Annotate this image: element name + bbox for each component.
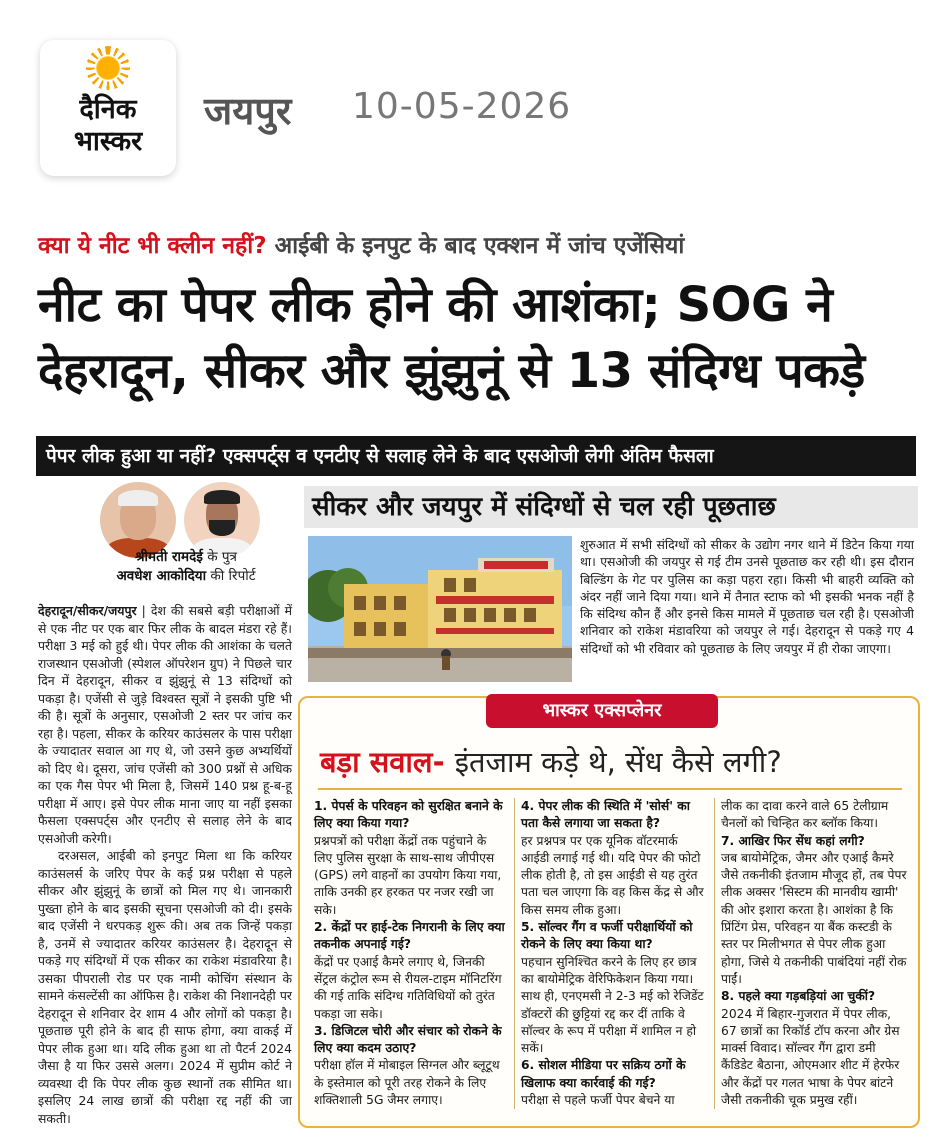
police-station-photo — [308, 536, 572, 682]
answer: लीक का दावा करने वाले 65 टेलीग्राम चैनलों को चिन्हित कर ब्लॉक किया। — [721, 799, 889, 831]
explainer-divider — [318, 788, 902, 790]
dainik-bhaskar-logo[interactable] — [40, 40, 176, 176]
explainer-column-2 — [514, 798, 708, 1109]
reporter-photo — [184, 482, 260, 558]
question: 1. पेपर्स के परिवहन को सुरक्षित बनाने के लिए क्या किया गया? — [314, 799, 503, 831]
mother-photo — [100, 482, 176, 558]
side-story-text: शुरुआत में सभी संदिग्धों को सीकर के उद्योग नगर थाने में डिटेन किया गया था। एसओजी की जयपुर से गई टीम उनसे पूछताछ कर रही थी। इस दौरान बिल्डिंग के गेट पर पुलिस का कड़ा पहरा रहा। किसी भी बाहरी व्यक्ति को अंदर नहीं जाने दिया गया। थाने में तैनात स्टाफ को भी इसकी भनक नहीं है कि संदिग्ध कौन हैं और इनसे किस मामले में पूछताछ चल रही है। एसओजी शनिवार को राकेश मंडावरिया को जयपुर ले गई। देहरादून से पकड़े गए 4 संदिग्धों को भी रविवार को पूछताछ के लिए जयपुर में ही रोका जाएगा। — [580, 537, 914, 656]
kicker-text: आईबी के इनपुट के बाद एक्शन में जांच एजेंसियां — [274, 233, 685, 259]
answer: केंद्रों पर एआई कैमरे लगाए थे, जिनकी सेंट्रल कंट्रोल रूम से रीयल-टाइम मॉनिटरिंग की गई ताकि संदिग्ध गतिविधियों को तुरंत पकड़ा जा सके। — [314, 954, 502, 1021]
sun-core-icon — [94, 54, 122, 82]
answer: हर प्रश्नपत्र पर एक यूनिक वॉटरमार्क आईडी लगाई गई थी। यदि पेपर की फोटो लीक होती है, तो इस आईडी से यह तुरंत पता चल जाएगा कि वह किस केंद्र से और किस समय लीक हुआ। — [521, 833, 704, 917]
explainer-title — [320, 742, 782, 781]
news-clipping — [32, 214, 918, 1132]
dateline: देहरादून/सीकर/जयपुर — [38, 603, 137, 618]
qa-item — [521, 798, 708, 919]
answer: प्रश्नपत्रों को परीक्षा केंद्रों तक पहुंचाने के लिए पुलिस सुरक्षा के साथ-साथ जीपीएस (GPS) लगे वाहनों का उपयोग किया गया, ताकि उनकी हर हरकत पर नजर रखी जा सके। — [314, 833, 502, 917]
qa-item — [521, 1057, 708, 1109]
side-story-heading: सीकर और जयपुर में संदिग्धों से चल रही पूछताछ — [304, 486, 918, 528]
question: 3. डिजिटल चोरी और संचार को रोकने के लिए क्या कदम उठाए? — [314, 1023, 502, 1056]
qa-item — [314, 1023, 508, 1109]
answer: पहचान सुनिश्चित करने के लिए हर छात्र का बायोमेट्रिक वेरिफिकेशन किया गया। साथ ही, एनएमसी ने 2-3 मई को रेजिडेंट डॉक्टरों की छुट्टियां रद्द कर दीं ताकि वे सॉल्वर के रूप में परीक्षा में शामिल न हो सकें। — [521, 954, 704, 1056]
qa-item — [721, 988, 908, 1109]
answer: जब बायोमेट्रिक, जैमर और एआई कैमरे जैसे तकनीकी इंतजाम मौजूद हों, तब पेपर लीक अक्सर 'सिस्टम की मानवीय खामी' की ओर इशारा करता है। आशंका है कि प्रिंटिंग प्रेस, परिवहन या बैंक कस्टडी के स्तर पर मिलीभगत से पेपर लीक हुआ होगा, जिसे ये तकनीकी पाबंदियां नहीं रोक पाईं। — [721, 850, 907, 986]
qa-item — [721, 833, 908, 989]
sub-headline-bar: पेपर लीक हुआ या नहीं? एक्सपर्ट्स व एनटीए से सलाह लेने के बाद एसओजी लेगी अंतिम फैसला — [36, 436, 916, 476]
kicker-line — [38, 228, 684, 260]
byline-author: अवधेश आकोदिया — [116, 568, 207, 584]
question: 2. केंद्रों पर हाई-टेक निगरानी के लिए क्या तकनीक अपनाई गई? — [314, 920, 505, 952]
explainer-column-3 — [714, 798, 908, 1109]
explainer-column-1 — [314, 798, 508, 1109]
main-headline — [38, 272, 918, 404]
byline-suffix: के पुत्र — [207, 549, 237, 565]
article-paragraph-2: दरअसल, आईबी को इनपुट मिला था कि करियर काउंसलर्स के जरिए पेपर के कई प्रश्न परीक्षा से पहले सीकर और झुंझुनूं के छात्रों को मिल गए थे। जानकारी पुख्ता होने के बाद इसकी सूचना एसओजी को दी। इसके बाद एजेंसी ने धरपकड़ शुरू की। अब तक जिन्हें पकड़ा है, उनमें से ज्यादातर करियर काउंसलर है। देहरादून से पकड़े गए संदिग्धों में एक सीकर का राकेश मंडावरिया है। उसका पीपराली रोड पर एक नामी कोचिंग संस्थान के सामने कंसल्टेंसी का ऑफिस है। राकेश की निशानदेही पर देहरादून से शनिवार देर शाम 4 और लोगों को पकड़ा है। पूछताछ पूरी होने के बाद ही साफ होगा, क्या वाकई में पेपर लीक हुआ था। यदि लीक हुआ था तो पैटर्न 2024 जैसा है या फिर उससे अलग। 2024 में सुप्रीम कोर्ट ने व्यवस्था दी कि पेपर लीक कुछ स्थानों तक सीमित था। इसलिए 24 लाख छात्रों की परीक्षा रद्द नहीं की जा सकती। — [38, 848, 292, 1126]
explainer-badge: भास्कर एक्सप्लेनर — [486, 694, 718, 728]
kicker-question: क्या ये नीट भी क्लीन नहीं? — [38, 233, 267, 259]
headline-line-2: देहरादून, सीकर और झुंझुनूं से 13 संदिग्ध पकड़े — [38, 343, 865, 399]
answer: 2024 में बिहार-गुजरात में पेपर लीक, 67 छात्रों का रिकॉर्ड टॉप करना और ग्रेस मार्क्स विवाद। सॉल्वर गैंग द्वारा डमी कैंडिडेट बैठाना, ओएमआर शीट में हेरफेर और केंद्रों पर गलत भाषा के पेपर बांटने जैसी तकनीकी चूक प्रमुख रहीं। — [721, 1006, 900, 1108]
question: 7. आखिर फिर सेंध कहां लगी? — [721, 833, 865, 848]
question: 5. सॉल्वर गैंग व फर्जी परीक्षार्थियों को रोकने के लिए क्या किया था? — [521, 920, 693, 952]
qa-item — [314, 919, 508, 1023]
byline-report: की रिपोर्ट — [210, 568, 256, 584]
explainer-box — [298, 696, 920, 1128]
article-body — [38, 602, 292, 1127]
article-paragraph-1: देहरादून/सीकर/जयपुर | देश की सबसे बड़ी परीक्षाओं में से एक नीट पर एक बार फिर लीक के बादल मंडरा रहे हैं। परीक्षा 3 मई को हुई थी। पेपर लीक की आशंका के चलते राजस्थान एसओजी (स्पेशल ऑपरेशन ग्रुप) ने पिछले चार दिन में देहरादून, सीकर व झुंझुनूं से 13 संदिग्धों को पकड़ा है। एजेंसी से जुड़े विश्वस्त सूत्रों ने इसकी पुष्टि भी की है। सूत्रों के अनुसार, एसओजी 2 स्तर पर जांच कर रहा है। पहला, सीकर के करियर काउंसलर के पास परीक्षा के ज्यादातर सवाल आ गए थे, जो उसने कुछ अभ्यर्थियों को दिए थे। दूसरा, जांच एजेंसी को 300 प्रश्नों से अधिक का एक गैस पेपर भी मिला है, जिसमें 140 प्रश्न हू-ब-हू परीक्षा में आए। इसे पेपर लीक माना जाए या नहीं इसका फैसला एक्सपर्ट्स और एनटीए से सलाह लेने के बाद एसओजी करेगी। — [38, 603, 292, 846]
answer: परीक्षा हॉल में मोबाइल सिग्नल और ब्लूटूथ के इस्तेमाल को पूरी तरह रोकने के लिए शक्तिशाली 5G जैमर लगाए। — [314, 1058, 500, 1108]
question: 6. सोशल मीडिया पर सक्रिय ठगों के खिलाफ क्या कार्रवाई की गई? — [521, 1058, 686, 1090]
epaper-header — [0, 0, 932, 200]
paragraph-1-text: देश की सबसे बड़ी परीक्षाओं में से एक नीट पर एक बार फिर लीक के बादल मंडरा रहे हैं। परीक्षा 3 मई को हुई थी। पेपर लीक की आशंका के चलते राजस्थान एसओजी (स्पेशल ऑपरेशन ग्रुप) ने पिछले चार दिन में देहरादून, सीकर व झुंझुनूं से 13 संदिग्धों को पकड़ा है। एजेंसी से जुड़े विश्वस्त सूत्रों ने इसकी पुष्टि भी की है। सूत्रों के अनुसार, एसओजी 2 स्तर पर जांच कर रहा है। पहला, सीकर के करियर काउंसलर के पास परीक्षा के ज्यादातर सवाल आ गए थे, जो उसने कुछ अभ्यर्थियों को दिए थे। दूसरा, जांच एजेंसी को 300 प्रश्नों से अधिक का एक गैस पेपर भी मिला है, जिसमें 140 प्रश्न हू-ब-हू परीक्षा में आए। इसे पेपर लीक माना जाए या नहीं इसका फैसला एक्सपर्ट्स और एनटीए से सलाह लेने के बाद एसओजी करेगी। — [38, 603, 292, 846]
edition-city: जयपुर — [204, 89, 292, 133]
qa-item — [314, 798, 508, 919]
byline-name: श्रीमती रामदेई — [135, 549, 203, 565]
qa-item-continued — [721, 798, 908, 833]
byline — [76, 548, 296, 586]
explainer-title-question: इंतजाम कड़े थे, सेंध कैसे लगी? — [454, 745, 782, 779]
logo-text-line1: दैनिक — [79, 94, 137, 125]
question: 8. पहले क्या गड़बड़ियां आ चुकीं? — [721, 989, 876, 1004]
edition-date: 10-05-2026 — [352, 86, 572, 127]
answer: परीक्षा से पहले फर्जी पेपर बेचने या — [521, 1093, 675, 1108]
question: 4. पेपर लीक की स्थिति में 'सोर्स' का पता कैसे लगाया जा सकता है? — [521, 799, 690, 831]
explainer-title-prefix: बड़ा सवाल- — [320, 745, 445, 779]
logo-text-line2: भास्कर — [73, 126, 143, 157]
qa-item — [521, 919, 708, 1057]
headline-line-1: नीट का पेपर लीक होने की आशंका; SOG ने — [38, 277, 833, 333]
building-illustration — [308, 536, 572, 682]
